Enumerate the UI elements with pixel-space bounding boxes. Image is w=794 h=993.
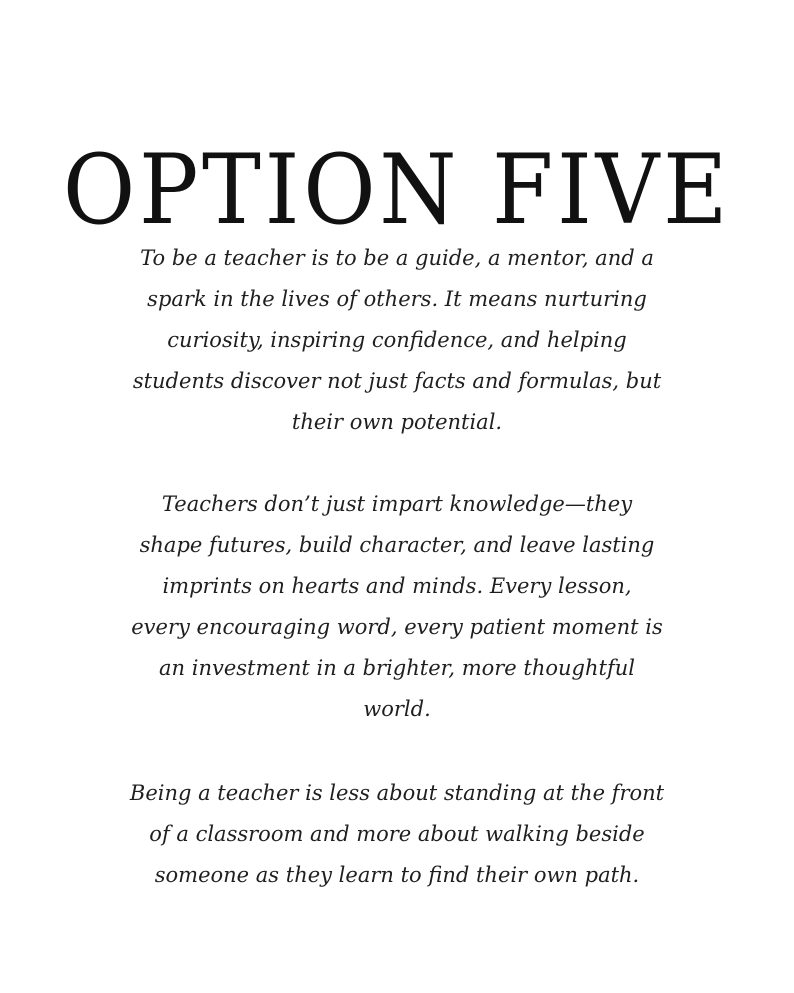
paragraph-3 [110,773,684,896]
paragraph-line: Being a teacher is less about standing at the front [129,781,665,805]
paragraph-1 [110,238,684,443]
paragraph-line: Teachers don’t just impart knowledge—they [161,492,633,516]
paragraph-line: students discover not just facts and formulas, but [132,369,662,393]
paragraph-line: someone as they learn to find their own path. [154,863,640,887]
paragraph-line: world. [363,697,431,721]
paragraph-line: shape futures, build character, and leave lasting [139,533,655,557]
paragraph-line: spark in the lives of others. It means nurturing [147,287,647,311]
paragraph-2 [110,484,684,730]
paragraph-line: of a classroom and more about walking beside [149,822,645,846]
paragraph-line: imprints on hearts and minds. Every lesson, [162,574,632,598]
paragraph-line: an investment in a brighter, more thoughtful [159,656,635,680]
paragraph-line: every encouraging word, every patient moment is [131,615,663,639]
paragraph-line: curiosity, inspiring confidence, and helping [167,328,627,352]
paragraph-line: their own potential. [291,410,503,434]
page-title: OPTION FIVE [62,134,732,247]
paragraph-line: To be a teacher is to be a guide, a mentor, and a [140,246,654,270]
